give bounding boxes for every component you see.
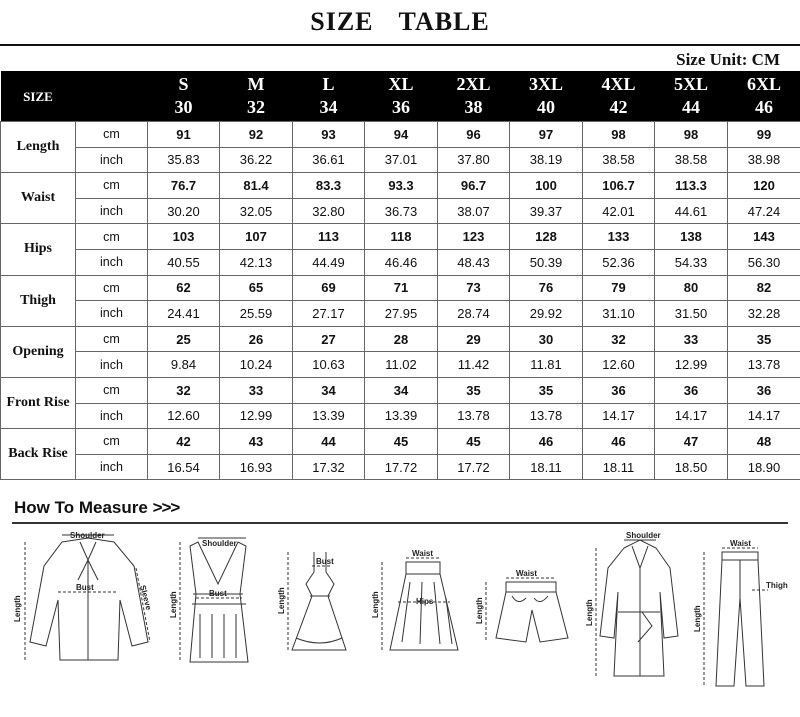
cm-value-cell: 62 (148, 275, 220, 301)
bust-label: Bust (209, 589, 227, 598)
tank-top-illustration (180, 538, 248, 662)
measurement-row-inch (1, 403, 800, 429)
inch-value-cell: 10.24 (220, 352, 293, 378)
cm-value-cell: 34 (365, 377, 438, 403)
cm-value-cell: 35 (438, 377, 510, 403)
inch-value-cell: 32.05 (220, 198, 293, 224)
inch-value-cell: 37.01 (365, 147, 438, 173)
cm-value-cell: 45 (365, 429, 438, 455)
inch-value-cell: 12.99 (220, 403, 293, 429)
cm-value-cell: 32 (583, 326, 655, 352)
size-table (0, 71, 800, 480)
inch-value-cell: 17.32 (293, 454, 365, 480)
inch-value-cell: 13.39 (365, 403, 438, 429)
cm-value-cell: 113.3 (655, 173, 728, 199)
cm-value-cell: 106.7 (583, 173, 655, 199)
measurement-name: Back Rise (1, 429, 76, 480)
measurement-row-inch (1, 352, 800, 378)
inch-value-cell: 31.10 (583, 301, 655, 327)
cm-value-cell: 100 (510, 173, 583, 199)
waist-label: Waist (412, 549, 433, 558)
inch-value-cell: 13.78 (510, 403, 583, 429)
cm-value-cell: 118 (365, 224, 438, 250)
inch-value-cell: 38.58 (583, 147, 655, 173)
inch-value-cell: 16.93 (220, 454, 293, 480)
size-header-cell (148, 71, 220, 122)
size-header-cell (655, 71, 728, 122)
measure-divider (12, 522, 788, 524)
shoulder-label: Shoulder (202, 539, 237, 548)
cm-value-cell: 44 (293, 429, 365, 455)
cm-value-cell: 36 (583, 377, 655, 403)
unit-cm-cell: cm (76, 173, 148, 199)
measurement-row-cm (1, 377, 800, 403)
inch-value-cell: 18.50 (655, 454, 728, 480)
measurement-row-inch (1, 301, 800, 327)
size-number: 32 (220, 96, 293, 119)
inch-value-cell: 11.02 (365, 352, 438, 378)
inch-value-cell: 30.20 (148, 198, 220, 224)
bust-label: Bust (316, 557, 334, 566)
cm-value-cell: 82 (728, 275, 800, 301)
inch-value-cell: 52.36 (583, 249, 655, 275)
measurement-row-inch (1, 454, 800, 480)
size-number: 34 (293, 96, 365, 119)
unit-inch-cell: inch (76, 198, 148, 224)
size-header-row (1, 71, 800, 122)
cm-value-cell: 76.7 (148, 173, 220, 199)
inch-value-cell: 42.13 (220, 249, 293, 275)
cm-value-cell: 98 (655, 122, 728, 148)
inch-value-cell: 27.95 (365, 301, 438, 327)
inch-value-cell: 18.90 (728, 454, 800, 480)
inch-value-cell: 38.98 (728, 147, 800, 173)
unit-cm-cell: cm (76, 326, 148, 352)
inch-value-cell: 48.43 (438, 249, 510, 275)
inch-value-cell: 32.28 (728, 301, 800, 327)
cm-value-cell: 133 (583, 224, 655, 250)
cm-value-cell: 76 (510, 275, 583, 301)
unit-inch-cell: inch (76, 352, 148, 378)
waist-label: Waist (730, 539, 751, 548)
measurement-name: Thigh (1, 275, 76, 326)
inch-value-cell: 12.60 (148, 403, 220, 429)
inch-value-cell: 40.55 (148, 249, 220, 275)
cm-value-cell: 143 (728, 224, 800, 250)
inch-value-cell: 28.74 (438, 301, 510, 327)
size-header-cell (583, 71, 655, 122)
inch-value-cell: 12.99 (655, 352, 728, 378)
inch-value-cell: 54.33 (655, 249, 728, 275)
cm-value-cell: 46 (510, 429, 583, 455)
cm-value-cell: 71 (365, 275, 438, 301)
cm-value-cell: 26 (220, 326, 293, 352)
cm-value-cell: 27 (293, 326, 365, 352)
inch-value-cell: 25.59 (220, 301, 293, 327)
unit-cm-cell: cm (76, 377, 148, 403)
inch-value-cell: 36.61 (293, 147, 365, 173)
unit-cm-cell: cm (76, 122, 148, 148)
measurement-row-cm (1, 122, 800, 148)
inch-value-cell: 50.39 (510, 249, 583, 275)
length-label: Length (371, 591, 380, 618)
inch-value-cell: 14.17 (655, 403, 728, 429)
cm-value-cell: 25 (148, 326, 220, 352)
unit-inch-cell: inch (76, 403, 148, 429)
cm-value-cell: 45 (438, 429, 510, 455)
bust-label: Bust (76, 583, 94, 592)
how-to-measure-heading (14, 498, 179, 518)
cm-value-cell: 93.3 (365, 173, 438, 199)
cm-value-cell: 113 (293, 224, 365, 250)
measurement-name: Waist (1, 173, 76, 224)
inch-value-cell: 16.54 (148, 454, 220, 480)
cm-value-cell: 35 (510, 377, 583, 403)
size-header-cell (365, 71, 438, 122)
title-divider (0, 44, 800, 46)
inch-value-cell: 29.92 (510, 301, 583, 327)
inch-value-cell: 32.80 (293, 198, 365, 224)
inch-value-cell: 31.50 (655, 301, 728, 327)
page-title: SIZE TABLE (0, 0, 800, 44)
cm-value-cell: 94 (365, 122, 438, 148)
measurement-row-inch (1, 147, 800, 173)
size-label: 3XL (510, 73, 583, 96)
shirt-illustration (25, 535, 150, 660)
cm-value-cell: 99 (728, 122, 800, 148)
length-label: Length (169, 591, 178, 618)
size-number: 38 (438, 96, 510, 119)
inch-value-cell: 56.30 (728, 249, 800, 275)
measurement-row-cm (1, 224, 800, 250)
size-header-label: SIZE (1, 71, 76, 122)
inch-value-cell: 38.19 (510, 147, 583, 173)
cm-value-cell: 47 (655, 429, 728, 455)
cm-value-cell: 32 (148, 377, 220, 403)
inch-value-cell: 38.07 (438, 198, 510, 224)
inch-value-cell: 44.49 (293, 249, 365, 275)
size-label: M (220, 73, 293, 96)
measurement-name: Front Rise (1, 377, 76, 428)
cm-value-cell: 81.4 (220, 173, 293, 199)
size-label: 2XL (438, 73, 510, 96)
cm-value-cell: 69 (293, 275, 365, 301)
inch-value-cell: 37.80 (438, 147, 510, 173)
measurement-illustrations (0, 526, 800, 712)
inch-value-cell: 47.24 (728, 198, 800, 224)
cm-value-cell: 97 (510, 122, 583, 148)
unit-cm-cell: cm (76, 275, 148, 301)
inch-value-cell: 14.17 (728, 403, 800, 429)
length-label: Length (277, 587, 286, 614)
size-header-cell (293, 71, 365, 122)
length-label: Length (693, 605, 702, 632)
cm-value-cell: 91 (148, 122, 220, 148)
inch-value-cell: 44.61 (655, 198, 728, 224)
inch-value-cell: 14.17 (583, 403, 655, 429)
size-label: 6XL (728, 73, 800, 96)
measurement-name: Opening (1, 326, 76, 377)
cm-value-cell: 93 (293, 122, 365, 148)
size-header-cell (510, 71, 583, 122)
size-table-body (1, 122, 800, 480)
pants-illustration (704, 548, 768, 686)
cm-value-cell: 96 (438, 122, 510, 148)
inch-value-cell: 12.60 (583, 352, 655, 378)
cm-value-cell: 33 (655, 326, 728, 352)
size-number: 46 (728, 96, 800, 119)
hips-label: Hips (416, 597, 434, 606)
size-header-cell (728, 71, 800, 122)
cm-value-cell: 34 (293, 377, 365, 403)
cm-value-cell: 107 (220, 224, 293, 250)
measurement-row-inch (1, 249, 800, 275)
illustrations-svg (0, 526, 800, 712)
unit-inch-cell: inch (76, 454, 148, 480)
measurement-row-inch (1, 198, 800, 224)
cm-value-cell: 98 (583, 122, 655, 148)
dress-illustration (288, 552, 346, 650)
inch-value-cell: 13.39 (293, 403, 365, 429)
inch-value-cell: 39.37 (510, 198, 583, 224)
size-header-cell (220, 71, 293, 122)
unit-cm-cell: cm (76, 224, 148, 250)
waist-label: Waist (516, 569, 537, 578)
inch-value-cell: 13.78 (438, 403, 510, 429)
cm-value-cell: 36 (728, 377, 800, 403)
size-label: 4XL (583, 73, 655, 96)
cm-value-cell: 36 (655, 377, 728, 403)
size-number: 30 (148, 96, 220, 119)
cm-value-cell: 83.3 (293, 173, 365, 199)
size-number: 36 (365, 96, 438, 119)
thigh-label: Thigh (766, 581, 788, 590)
inch-value-cell: 24.41 (148, 301, 220, 327)
inch-value-cell: 17.72 (365, 454, 438, 480)
inch-value-cell: 38.58 (655, 147, 728, 173)
cm-value-cell: 138 (655, 224, 728, 250)
unit-inch-cell: inch (76, 301, 148, 327)
coat-illustration (596, 540, 678, 676)
inch-value-cell: 46.46 (365, 249, 438, 275)
inch-value-cell: 42.01 (583, 198, 655, 224)
cm-value-cell: 48 (728, 429, 800, 455)
triple-chevron-icon: >>> (153, 498, 180, 517)
size-number: 44 (655, 96, 728, 119)
cm-value-cell: 128 (510, 224, 583, 250)
cm-value-cell: 73 (438, 275, 510, 301)
size-unit-label: Size Unit: CM (676, 50, 780, 70)
unit-cm-cell: cm (76, 429, 148, 455)
cm-value-cell: 103 (148, 224, 220, 250)
measurement-row-cm (1, 429, 800, 455)
length-label: Length (13, 595, 22, 622)
measurement-name: Hips (1, 224, 76, 275)
cm-value-cell: 65 (220, 275, 293, 301)
inch-value-cell: 18.11 (510, 454, 583, 480)
length-label: Length (475, 597, 484, 624)
measurement-row-cm (1, 326, 800, 352)
length-label: Length (585, 599, 594, 626)
size-label: 5XL (655, 73, 728, 96)
inch-value-cell: 17.72 (438, 454, 510, 480)
shoulder-label: Shoulder (70, 531, 105, 540)
shorts-illustration (486, 578, 568, 642)
inch-value-cell: 27.17 (293, 301, 365, 327)
unit-inch-cell: inch (76, 249, 148, 275)
cm-value-cell: 120 (728, 173, 800, 199)
size-header-cell (438, 71, 510, 122)
size-number: 42 (583, 96, 655, 119)
cm-value-cell: 123 (438, 224, 510, 250)
inch-value-cell: 11.81 (510, 352, 583, 378)
inch-value-cell: 18.11 (583, 454, 655, 480)
header-spacer (76, 71, 148, 122)
inch-value-cell: 9.84 (148, 352, 220, 378)
inch-value-cell: 10.63 (293, 352, 365, 378)
unit-inch-cell: inch (76, 147, 148, 173)
cm-value-cell: 30 (510, 326, 583, 352)
cm-value-cell: 46 (583, 429, 655, 455)
cm-value-cell: 80 (655, 275, 728, 301)
size-label: L (293, 73, 365, 96)
cm-value-cell: 35 (728, 326, 800, 352)
how-to-measure-title: How To Measure (14, 498, 148, 517)
cm-value-cell: 92 (220, 122, 293, 148)
measurement-name: Length (1, 122, 76, 173)
measurement-row-cm (1, 173, 800, 199)
size-label: XL (365, 73, 438, 96)
cm-value-cell: 28 (365, 326, 438, 352)
inch-value-cell: 35.83 (148, 147, 220, 173)
inch-value-cell: 13.78 (728, 352, 800, 378)
cm-value-cell: 33 (220, 377, 293, 403)
cm-value-cell: 43 (220, 429, 293, 455)
inch-value-cell: 36.22 (220, 147, 293, 173)
measurement-row-cm (1, 275, 800, 301)
cm-value-cell: 29 (438, 326, 510, 352)
shoulder-label: Shoulder (626, 531, 661, 540)
inch-value-cell: 11.42 (438, 352, 510, 378)
size-number: 40 (510, 96, 583, 119)
cm-value-cell: 79 (583, 275, 655, 301)
cm-value-cell: 42 (148, 429, 220, 455)
cm-value-cell: 96.7 (438, 173, 510, 199)
sleeve-label: Sleeve (138, 584, 153, 611)
size-label: S (148, 73, 220, 96)
inch-value-cell: 36.73 (365, 198, 438, 224)
